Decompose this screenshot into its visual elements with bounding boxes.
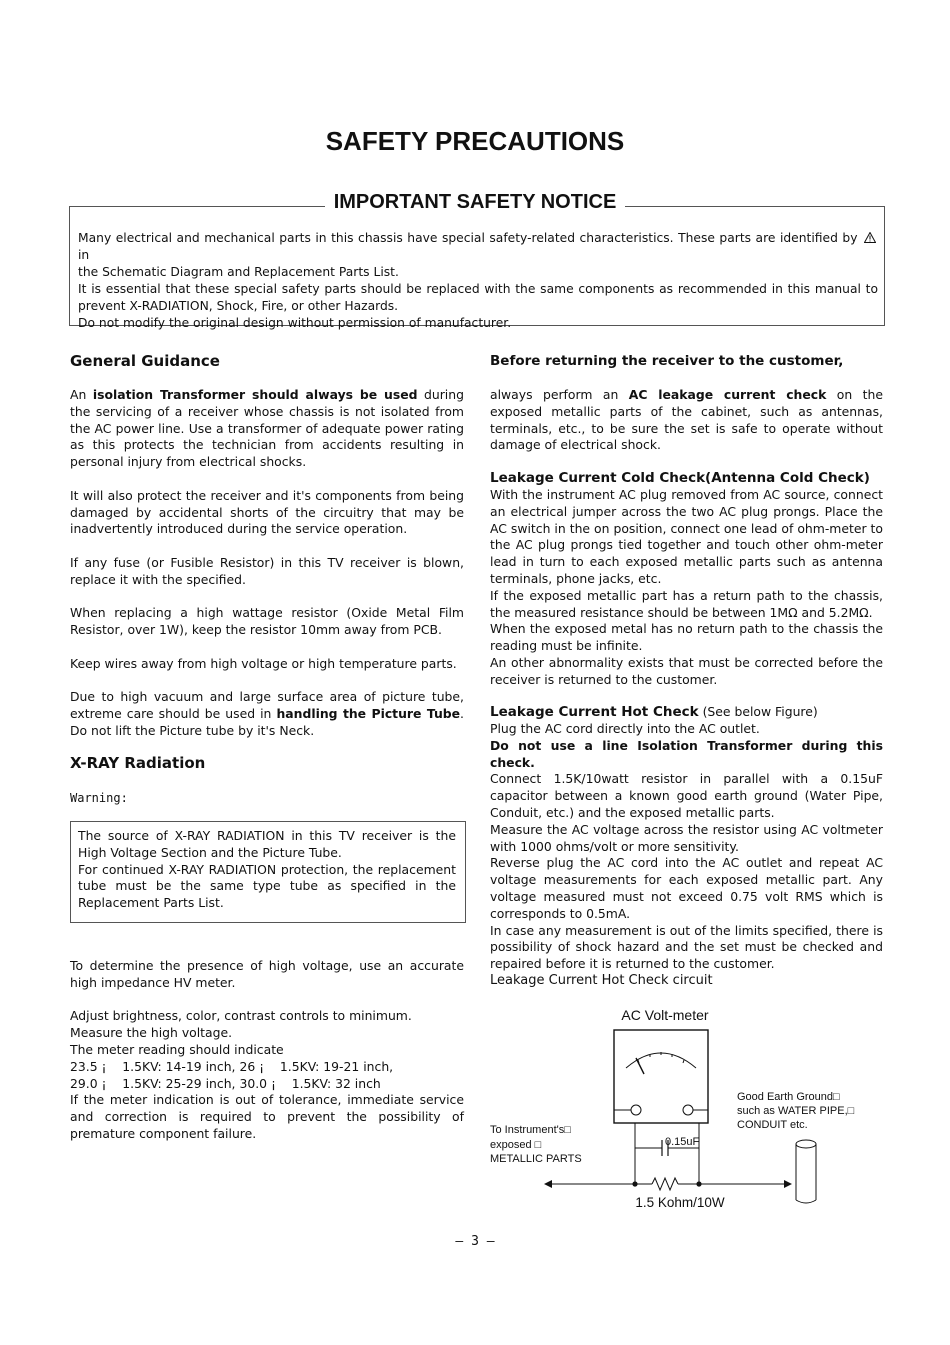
hot-check-heading: Leakage Current Hot Check <box>490 704 699 720</box>
circuit-caption: Leakage Current Hot Check circuit <box>490 973 713 988</box>
cold-check-body <box>490 487 883 689</box>
hot-check-body <box>490 721 883 973</box>
resistor-zigzag <box>652 1178 678 1190</box>
notice-title <box>0 191 950 214</box>
hv-line-6: If the meter indication is out of tolerance, immediate service and correction is required to prevent the possibility of premature component failure. <box>70 1092 464 1141</box>
junction-dot-right <box>696 1181 701 1186</box>
dial-tick <box>683 1060 684 1063</box>
xray-warning-text <box>78 828 456 912</box>
general-p6-a: Due to high vacuum and large surface area of picture tube, extreme care should be used in <box>70 689 464 722</box>
general-p5: Keep wires away from high voltage or high temperature parts. <box>70 655 457 671</box>
general-p1-bold: isolation Transformer should always be used <box>92 387 418 402</box>
before-a: always perform an <box>490 387 619 402</box>
junction-dot-left <box>632 1181 637 1186</box>
voltmeter-body <box>614 1030 708 1123</box>
xray-heading: X-RAY Radiation <box>70 754 206 772</box>
notice-text <box>78 230 878 332</box>
general-p6 <box>70 689 464 739</box>
page-title: SAFETY PRECAUTIONS <box>325 126 625 156</box>
hv-line-4: 23.5 ¡ 1.5KV: 14-19 inch, 26 ¡ 1.5KV: 19-21 inch, <box>70 1058 394 1074</box>
notice-line-2: the Schematic Diagram and Replacement Parts List. <box>78 265 399 279</box>
hot-check-circuit-diagram <box>480 1000 890 1215</box>
general-p1-a: An <box>70 387 87 402</box>
general-p1-b: during the servicing of a receiver whose chassis is not isolated from the AC power line. Use a transformer of adequate power rating as this protects the technician from accidents resulting in personal injury from electrical shocks. <box>70 387 464 470</box>
meter-label: AC Volt-meter <box>621 1007 709 1023</box>
hv-line-2: Measure the high voltage. <box>70 1025 233 1041</box>
general-p3: If any fuse (or Fusible Resistor) in this TV receiver is blown, replace it with the specified. <box>70 554 464 587</box>
meter-terminal-left <box>631 1105 641 1115</box>
left-label-3: METALLIC PARTS <box>490 1153 582 1165</box>
before-b: on the exposed metallic parts of the cabinet, such as antennas, terminals, etc., to be sure the set is safe to operate without damage of electrical shock. <box>490 387 883 453</box>
notice-line-1a: Many electrical and mechanical parts in this chassis have special safety-related characteristics. These parts are identified by <box>78 231 858 245</box>
cold-line-2: If the exposed metallic part has a return path to the chassis, the measured resistance should be between 1MΩ and 5.2MΩ. <box>490 587 883 620</box>
right-label-2: such as WATER PIPE,□ <box>737 1105 855 1117</box>
hv-line-1: Adjust brightness, color, contrast controls to minimum. <box>70 1008 412 1024</box>
hot-line-1: Plug the AC cord directly into the AC outlet. <box>490 721 760 736</box>
hv-line-5: 29.0 ¡ 1.5KV: 25-29 inch, 30.0 ¡ 1.5KV: 32 inch <box>70 1075 381 1091</box>
left-label-1: To Instrument's□ <box>490 1124 571 1136</box>
notice-line-3: It is essential that these special safety parts should be replaced with the same components as recommended in this manual to prevent X-RADIATION, Shock, Fire, or other Hazards. <box>78 282 878 313</box>
hot-line-5: In case any measurement is out of the limits specified, there is possibility of shock hazard and the set must be checked and repaired before it is returned to the customer. <box>490 922 883 972</box>
before-bold: AC leakage current check <box>628 387 827 402</box>
cold-line-3: When the exposed metal has no return path to the chassis the reading must be infinite. <box>490 621 883 654</box>
right-label-1: Good Earth Ground□ <box>737 1091 840 1103</box>
notice-line-1b: in <box>78 248 90 262</box>
arrow-left <box>544 1180 552 1188</box>
warning-triangle-icon <box>864 232 876 243</box>
notice-title-text: IMPORTANT SAFETY NOTICE <box>325 191 626 213</box>
general-p6-b: . Do not lift the Picture tube by it's Neck. <box>70 706 464 738</box>
cold-line-4: An other abnormality exists that must be corrected before the receiver is returned to the customer. <box>490 654 883 687</box>
general-p1 <box>70 387 464 471</box>
before-returning-heading: Before returning the receiver to the customer, <box>490 353 844 369</box>
hot-line-bold <box>490 738 883 772</box>
hv-line-3: The meter reading should indicate <box>70 1041 284 1057</box>
pipe-top <box>796 1140 816 1148</box>
capacitor-label: 0.15uF <box>665 1136 700 1148</box>
high-voltage-section <box>70 958 464 1143</box>
xray-box-line-1: The source of X-RAY RADIATION in this TV receiver is the High Voltage Section and the Picture Tube. <box>78 828 456 860</box>
general-guidance-heading: General Guidance <box>70 352 220 370</box>
cold-line-1: With the instrument AC plug removed from AC source, connect an electrical jumper across the two AC plug prongs. Place the AC switch in the on position, connect one lead of ohm-meter to the AC plug prongs tied together and touch other ohm-meter lead in turn to each exposed metallic parts such as antenna terminals, phone jacks, etc. <box>490 487 883 586</box>
arrow-right <box>784 1180 792 1188</box>
left-label-2: exposed □ <box>490 1139 542 1151</box>
hot-check-heading-note: (See below Figure) <box>702 704 818 719</box>
general-p2: It will also protect the receiver and it's components from being damaged by accidental shorts of the circuitry that may be inadvertently introduced during the service operation. <box>70 487 464 537</box>
right-label-3: CONDUIT etc. <box>737 1119 808 1131</box>
xray-box-line-2: For continued X-RAY RADIATION protection, the replacement tube must be the same type tube as specified in the Replacement Parts List. <box>78 861 456 911</box>
resistor-label: 1.5 Kohm/10W <box>635 1195 725 1210</box>
general-p4: When replacing a high wattage resistor (Oxide Metal Film Resistor, over 1W), keep the resistor 10mm away from PCB. <box>70 605 464 638</box>
notice-line-1 <box>78 230 878 264</box>
pipe-bottom <box>796 1200 816 1203</box>
voltmeter-needle <box>636 1058 644 1074</box>
hot-line-3: Measure the AC voltage across the resistor using AC voltmeter with 1000 ohms/volt or more sensitivity. <box>490 821 883 854</box>
general-guidance-body <box>70 387 464 757</box>
page-number: – 3 – <box>455 1234 495 1249</box>
hot-line-2: Connect 1.5K/10watt resistor in parallel with a 0.15uF capacitor between a known good earth ground (Water Pipe, Conduit, etc.) and the exposed metallic parts. <box>490 771 883 820</box>
hot-check-heading-line <box>490 704 818 720</box>
cold-check-heading: Leakage Current Cold Check(Antenna Cold Check) <box>490 470 870 486</box>
warning-label: Warning: <box>70 791 128 805</box>
meter-terminal-right <box>683 1105 693 1115</box>
notice-line-4: Do not modify the original design without permission of manufacturer. <box>78 316 512 330</box>
before-returning-body <box>490 387 883 454</box>
hot-bold-text: Do not use a line Isolation Transformer during this check. <box>490 737 883 770</box>
hot-line-4: Reverse plug the AC cord into the AC outlet and repeat AC voltage measurements for each exposed metallic part. Any voltage measured must not exceed 0.75 volt RMS which is corresponds to 0.5mA. <box>490 855 883 921</box>
general-p6-bold: handling the Picture Tube <box>276 706 461 722</box>
hv-p1: To determine the presence of high voltage, use an accurate high impedance HV meter. <box>70 958 464 990</box>
